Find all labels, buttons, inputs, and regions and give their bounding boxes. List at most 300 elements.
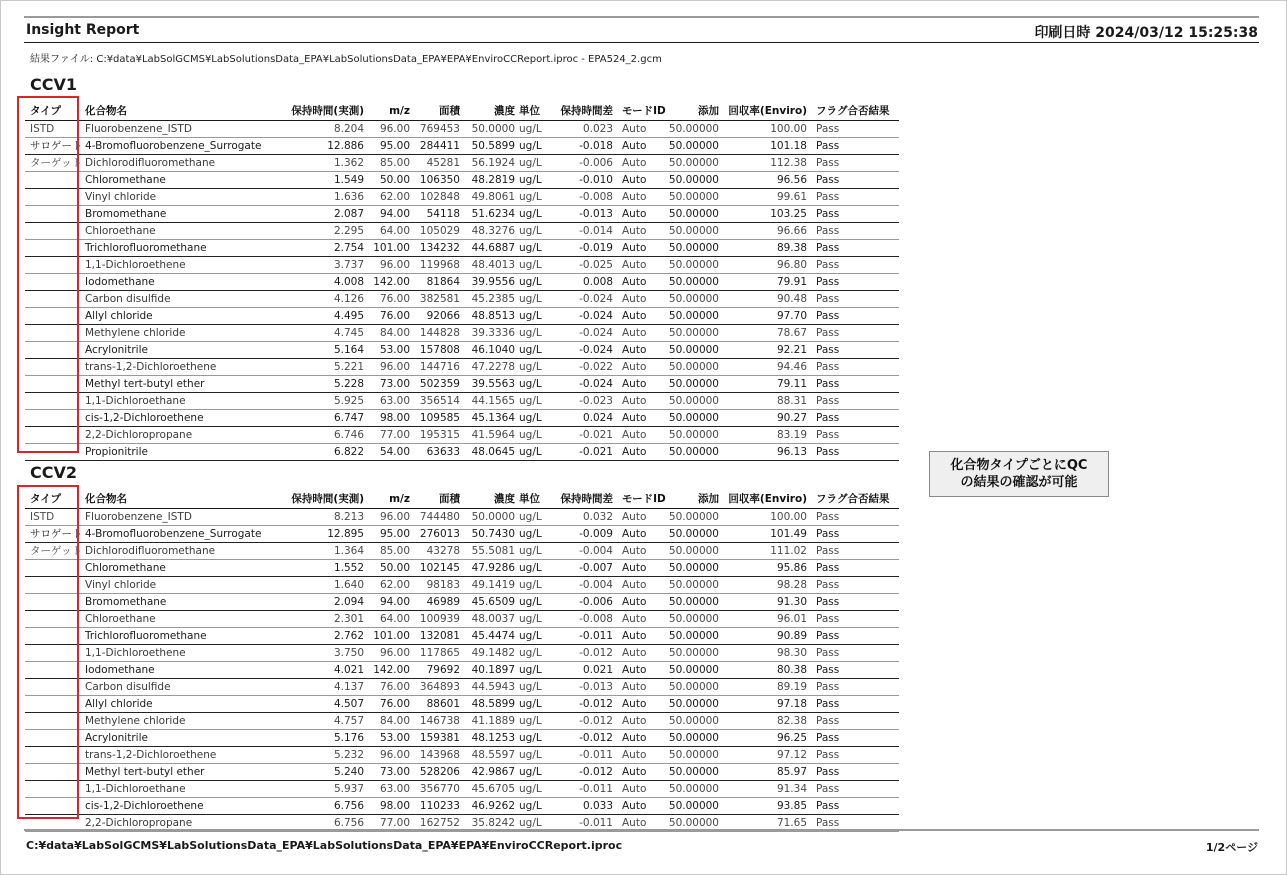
cell-flag-result: Pass bbox=[816, 613, 840, 625]
cell-recovery: 97.12 bbox=[776, 749, 807, 761]
cell-unit: ug/L bbox=[519, 123, 542, 135]
cell-added: 50.00000 bbox=[668, 378, 719, 390]
cell-flag-result: Pass bbox=[816, 664, 840, 676]
cell-retention-time: 1.552 bbox=[333, 562, 364, 574]
table-row bbox=[25, 291, 899, 308]
cell-unit: ug/L bbox=[519, 800, 542, 812]
cell-concentration: 45.1364 bbox=[471, 412, 515, 424]
cell-area: 195315 bbox=[419, 429, 460, 441]
cell-mode-id: Auto bbox=[622, 664, 647, 676]
cell-flag-result: Pass bbox=[816, 817, 840, 829]
cell-rt-diff: -0.024 bbox=[579, 344, 613, 356]
cell-flag-result: Pass bbox=[816, 749, 840, 761]
cell-added: 50.00000 bbox=[668, 545, 719, 557]
cell-area: 132081 bbox=[419, 630, 460, 642]
cell-unit: ug/L bbox=[519, 630, 542, 642]
cell-recovery: 90.27 bbox=[776, 412, 807, 424]
cell-rt-diff: -0.013 bbox=[579, 681, 613, 693]
cell-compound-name: Chloromethane bbox=[85, 562, 166, 574]
table-row bbox=[25, 223, 899, 240]
table-row bbox=[25, 138, 899, 155]
cell-rt-diff: -0.012 bbox=[579, 732, 613, 744]
cell-mode-id: Auto bbox=[622, 157, 647, 169]
cell-added: 50.00000 bbox=[668, 123, 719, 135]
cell-mode-id: Auto bbox=[622, 429, 647, 441]
cell-unit: ug/L bbox=[519, 715, 542, 727]
cell-rt-diff: -0.013 bbox=[579, 208, 613, 220]
cell-retention-time: 4.021 bbox=[333, 664, 364, 676]
cell-flag-result: Pass bbox=[816, 310, 840, 322]
cell-unit: ug/L bbox=[519, 225, 542, 237]
cell-compound-name: trans-1,2-Dichloroethene bbox=[85, 361, 217, 373]
cell-mz: 63.00 bbox=[379, 395, 410, 407]
column-header-area: 面積 bbox=[439, 493, 460, 505]
cell-recovery: 96.25 bbox=[776, 732, 807, 744]
cell-flag-result: Pass bbox=[816, 630, 840, 642]
cell-mode-id: Auto bbox=[622, 276, 647, 288]
cell-concentration: 49.8061 bbox=[471, 191, 515, 203]
cell-rt-diff: -0.006 bbox=[579, 596, 613, 608]
cell-mode-id: Auto bbox=[622, 766, 647, 778]
cell-mode-id: Auto bbox=[622, 528, 647, 540]
cell-compound-name: Carbon disulfide bbox=[85, 293, 171, 305]
cell-concentration: 47.2278 bbox=[471, 361, 515, 373]
cell-retention-time: 5.240 bbox=[333, 766, 364, 778]
table-header bbox=[25, 491, 899, 509]
cell-compound-name: 1,1-Dichloroethane bbox=[85, 395, 186, 407]
table-row bbox=[25, 274, 899, 291]
footer-file-path: C:¥data¥LabSolGCMS¥LabSolutionsData_EPA¥LabSolutionsData_EPA¥EPA¥EnviroCCReport.iproc bbox=[26, 839, 623, 852]
cell-flag-result: Pass bbox=[816, 681, 840, 693]
cell-area: 43278 bbox=[426, 545, 460, 557]
cell-concentration: 48.3276 bbox=[471, 225, 515, 237]
cell-area: 143968 bbox=[419, 749, 460, 761]
callout-note bbox=[929, 451, 1109, 497]
cell-mode-id: Auto bbox=[622, 698, 647, 710]
cell-type: サロゲート bbox=[30, 140, 83, 152]
cell-mode-id: Auto bbox=[622, 259, 647, 271]
table-row bbox=[25, 577, 899, 594]
cell-mode-id: Auto bbox=[622, 208, 647, 220]
table-row bbox=[25, 747, 899, 764]
cell-mz: 85.00 bbox=[379, 157, 410, 169]
cell-rt-diff: -0.007 bbox=[579, 562, 613, 574]
cell-concentration: 46.1040 bbox=[471, 344, 515, 356]
table-row bbox=[25, 376, 899, 393]
column-header-area: 面積 bbox=[439, 105, 460, 117]
cell-concentration: 39.9556 bbox=[471, 276, 515, 288]
cell-unit: ug/L bbox=[519, 664, 542, 676]
cell-concentration: 47.9286 bbox=[471, 562, 515, 574]
cell-recovery: 94.46 bbox=[776, 361, 807, 373]
column-header-mode-id: モードID bbox=[622, 493, 666, 505]
table-row bbox=[25, 679, 899, 696]
cell-area: 744480 bbox=[419, 511, 460, 523]
cell-compound-name: Vinyl chloride bbox=[85, 191, 157, 203]
cell-mz: 50.00 bbox=[379, 174, 410, 186]
column-header-flag-result: フラグ合否結果 bbox=[816, 105, 890, 117]
cell-flag-result: Pass bbox=[816, 242, 840, 254]
column-header-mz: m/z bbox=[389, 493, 410, 505]
cell-recovery: 96.13 bbox=[776, 446, 807, 458]
cell-rt-diff: 0.024 bbox=[582, 412, 613, 424]
cell-rt-diff: -0.010 bbox=[579, 174, 613, 186]
cell-recovery: 90.48 bbox=[776, 293, 807, 305]
cell-mz: 77.00 bbox=[379, 817, 410, 829]
cell-retention-time: 6.822 bbox=[333, 446, 364, 458]
cell-retention-time: 12.895 bbox=[327, 528, 364, 540]
cell-retention-time: 1.364 bbox=[333, 545, 364, 557]
cell-mz: 84.00 bbox=[379, 715, 410, 727]
cell-flag-result: Pass bbox=[816, 698, 840, 710]
cell-added: 50.00000 bbox=[668, 174, 719, 186]
column-header-unit: 単位 bbox=[519, 493, 540, 505]
cell-mz: 98.00 bbox=[379, 800, 410, 812]
cell-compound-name: Methyl tert-butyl ether bbox=[85, 766, 205, 778]
cell-mz: 96.00 bbox=[379, 511, 410, 523]
cell-flag-result: Pass bbox=[816, 361, 840, 373]
cell-compound-name: Chloromethane bbox=[85, 174, 166, 186]
cell-retention-time: 1.362 bbox=[333, 157, 364, 169]
cell-mz: 76.00 bbox=[379, 310, 410, 322]
cell-concentration: 48.8513 bbox=[471, 310, 515, 322]
cell-unit: ug/L bbox=[519, 783, 542, 795]
cell-area: 134232 bbox=[419, 242, 460, 254]
cell-mode-id: Auto bbox=[622, 613, 647, 625]
cell-added: 50.00000 bbox=[668, 157, 719, 169]
cell-mz: 73.00 bbox=[379, 378, 410, 390]
cell-added: 50.00000 bbox=[668, 412, 719, 424]
cell-rt-diff: -0.008 bbox=[579, 613, 613, 625]
cell-unit: ug/L bbox=[519, 698, 542, 710]
cell-unit: ug/L bbox=[519, 681, 542, 693]
cell-unit: ug/L bbox=[519, 293, 542, 305]
cell-flag-result: Pass bbox=[816, 259, 840, 271]
cell-concentration: 35.8242 bbox=[471, 817, 515, 829]
cell-retention-time: 2.301 bbox=[333, 613, 364, 625]
cell-mode-id: Auto bbox=[622, 715, 647, 727]
cell-recovery: 82.38 bbox=[776, 715, 807, 727]
table-header bbox=[25, 103, 899, 121]
cell-mode-id: Auto bbox=[622, 225, 647, 237]
cell-mode-id: Auto bbox=[622, 123, 647, 135]
cell-area: 45281 bbox=[426, 157, 460, 169]
cell-area: 119968 bbox=[419, 259, 460, 271]
cell-mode-id: Auto bbox=[622, 749, 647, 761]
cell-rt-diff: 0.033 bbox=[582, 800, 613, 812]
cell-unit: ug/L bbox=[519, 429, 542, 441]
cell-retention-time: 4.495 bbox=[333, 310, 364, 322]
cell-added: 50.00000 bbox=[668, 579, 719, 591]
cell-mode-id: Auto bbox=[622, 579, 647, 591]
column-header-recovery: 回収率(Enviro) bbox=[728, 493, 807, 505]
cell-concentration: 45.4474 bbox=[471, 630, 515, 642]
table-row bbox=[25, 359, 899, 376]
cell-compound-name: 4-Bromofluorobenzene_Surrogate bbox=[85, 140, 262, 152]
cell-flag-result: Pass bbox=[816, 545, 840, 557]
cell-recovery: 100.00 bbox=[770, 123, 807, 135]
table-row bbox=[25, 155, 899, 172]
cell-compound-name: 4-Bromofluorobenzene_Surrogate bbox=[85, 528, 262, 540]
cell-mz: 54.00 bbox=[379, 446, 410, 458]
cell-mz: 64.00 bbox=[379, 225, 410, 237]
results-table-ccv1 bbox=[25, 103, 899, 461]
cell-retention-time: 4.757 bbox=[333, 715, 364, 727]
cell-unit: ug/L bbox=[519, 766, 542, 778]
cell-mode-id: Auto bbox=[622, 446, 647, 458]
cell-recovery: 95.86 bbox=[776, 562, 807, 574]
cell-concentration: 45.6705 bbox=[471, 783, 515, 795]
cell-recovery: 92.21 bbox=[776, 344, 807, 356]
cell-added: 50.00000 bbox=[668, 140, 719, 152]
cell-flag-result: Pass bbox=[816, 378, 840, 390]
type-column-highlight-ccv2 bbox=[17, 485, 83, 819]
cell-retention-time: 5.937 bbox=[333, 783, 364, 795]
cell-rt-diff: 0.008 bbox=[582, 276, 613, 288]
cell-retention-time: 2.087 bbox=[333, 208, 364, 220]
cell-unit: ug/L bbox=[519, 732, 542, 744]
cell-retention-time: 5.228 bbox=[333, 378, 364, 390]
cell-concentration: 48.4013 bbox=[471, 259, 515, 271]
cell-compound-name: Dichlorodifluoromethane bbox=[85, 545, 216, 557]
cell-compound-name: Trichlorofluoromethane bbox=[85, 630, 207, 642]
cell-recovery: 97.70 bbox=[776, 310, 807, 322]
table-row bbox=[25, 172, 899, 189]
cell-rt-diff: -0.011 bbox=[579, 749, 613, 761]
cell-area: 356770 bbox=[419, 783, 460, 795]
cell-retention-time: 6.756 bbox=[333, 800, 364, 812]
cell-rt-diff: -0.011 bbox=[579, 630, 613, 642]
cell-mz: 53.00 bbox=[379, 344, 410, 356]
cell-area: 364893 bbox=[419, 681, 460, 693]
cell-concentration: 40.1897 bbox=[471, 664, 515, 676]
cell-added: 50.00000 bbox=[668, 562, 719, 574]
cell-type: ターゲット bbox=[30, 157, 83, 169]
cell-mode-id: Auto bbox=[622, 242, 647, 254]
table-row bbox=[25, 308, 899, 325]
cell-area: 356514 bbox=[419, 395, 460, 407]
cell-mode-id: Auto bbox=[622, 681, 647, 693]
cell-compound-name: trans-1,2-Dichloroethene bbox=[85, 749, 217, 761]
cell-compound-name: Bromomethane bbox=[85, 208, 167, 220]
cell-area: 382581 bbox=[419, 293, 460, 305]
cell-retention-time: 8.213 bbox=[333, 511, 364, 523]
cell-retention-time: 2.094 bbox=[333, 596, 364, 608]
type-column-highlight-ccv1 bbox=[17, 96, 83, 453]
cell-concentration: 41.1889 bbox=[471, 715, 515, 727]
cell-compound-name: Methylene chloride bbox=[85, 327, 186, 339]
column-header-recovery: 回収率(Enviro) bbox=[728, 105, 807, 117]
cell-flag-result: Pass bbox=[816, 174, 840, 186]
cell-rt-diff: -0.004 bbox=[579, 579, 613, 591]
cell-recovery: 98.28 bbox=[776, 579, 807, 591]
cell-retention-time: 4.126 bbox=[333, 293, 364, 305]
cell-mz: 84.00 bbox=[379, 327, 410, 339]
cell-rt-diff: -0.025 bbox=[579, 259, 613, 271]
cell-recovery: 111.02 bbox=[770, 545, 807, 557]
cell-retention-time: 2.754 bbox=[333, 242, 364, 254]
cell-mode-id: Auto bbox=[622, 817, 647, 829]
table-row bbox=[25, 342, 899, 359]
cell-compound-name: Methyl tert-butyl ether bbox=[85, 378, 205, 390]
cell-retention-time: 5.164 bbox=[333, 344, 364, 356]
cell-rt-diff: -0.004 bbox=[579, 545, 613, 557]
cell-type: ターゲット bbox=[30, 545, 83, 557]
cell-added: 50.00000 bbox=[668, 783, 719, 795]
cell-mode-id: Auto bbox=[622, 191, 647, 203]
cell-added: 50.00000 bbox=[668, 715, 719, 727]
cell-concentration: 55.5081 bbox=[471, 545, 515, 557]
cell-recovery: 90.89 bbox=[776, 630, 807, 642]
cell-flag-result: Pass bbox=[816, 191, 840, 203]
cell-mode-id: Auto bbox=[622, 630, 647, 642]
cell-type: ISTD bbox=[30, 123, 55, 135]
cell-added: 50.00000 bbox=[668, 664, 719, 676]
cell-concentration: 45.2385 bbox=[471, 293, 515, 305]
cell-unit: ug/L bbox=[519, 562, 542, 574]
cell-added: 50.00000 bbox=[668, 446, 719, 458]
cell-mode-id: Auto bbox=[622, 140, 647, 152]
table-row bbox=[25, 560, 899, 577]
cell-retention-time: 1.549 bbox=[333, 174, 364, 186]
cell-recovery: 91.34 bbox=[776, 783, 807, 795]
cell-area: 81864 bbox=[426, 276, 460, 288]
cell-concentration: 56.1924 bbox=[471, 157, 515, 169]
cell-flag-result: Pass bbox=[816, 123, 840, 135]
cell-compound-name: 1,1-Dichloroethene bbox=[85, 259, 186, 271]
cell-recovery: 96.01 bbox=[776, 613, 807, 625]
cell-flag-result: Pass bbox=[816, 140, 840, 152]
section-title-ccv1: CCV1 bbox=[30, 75, 77, 94]
cell-added: 50.00000 bbox=[668, 208, 719, 220]
cell-compound-name: Bromomethane bbox=[85, 596, 167, 608]
cell-mz: 76.00 bbox=[379, 293, 410, 305]
cell-mode-id: Auto bbox=[622, 293, 647, 305]
cell-recovery: 80.38 bbox=[776, 664, 807, 676]
table-row bbox=[25, 393, 899, 410]
cell-unit: ug/L bbox=[519, 259, 542, 271]
cell-concentration: 46.9262 bbox=[471, 800, 515, 812]
cell-recovery: 83.19 bbox=[776, 429, 807, 441]
cell-compound-name: Iodomethane bbox=[85, 276, 155, 288]
cell-added: 50.00000 bbox=[668, 395, 719, 407]
cell-added: 50.00000 bbox=[668, 344, 719, 356]
cell-added: 50.00000 bbox=[668, 766, 719, 778]
cell-added: 50.00000 bbox=[668, 613, 719, 625]
cell-retention-time: 4.507 bbox=[333, 698, 364, 710]
cell-concentration: 50.7430 bbox=[471, 528, 515, 540]
cell-recovery: 71.65 bbox=[776, 817, 807, 829]
cell-area: 98183 bbox=[426, 579, 460, 591]
header-rule bbox=[24, 42, 1259, 43]
cell-retention-time: 4.745 bbox=[333, 327, 364, 339]
cell-recovery: 103.25 bbox=[770, 208, 807, 220]
cell-flag-result: Pass bbox=[816, 579, 840, 591]
cell-rt-diff: -0.012 bbox=[579, 715, 613, 727]
cell-mode-id: Auto bbox=[622, 361, 647, 373]
cell-rt-diff: -0.012 bbox=[579, 647, 613, 659]
cell-area: 92066 bbox=[426, 310, 460, 322]
cell-compound-name: Dichlorodifluoromethane bbox=[85, 157, 216, 169]
cell-flag-result: Pass bbox=[816, 783, 840, 795]
cell-mz: 96.00 bbox=[379, 259, 410, 271]
page-number: 1/2ページ bbox=[1205, 841, 1258, 854]
cell-added: 50.00000 bbox=[668, 429, 719, 441]
cell-area: 502359 bbox=[419, 378, 460, 390]
cell-area: 79692 bbox=[426, 664, 460, 676]
cell-added: 50.00000 bbox=[668, 817, 719, 829]
cell-unit: ug/L bbox=[519, 395, 542, 407]
cell-compound-name: Allyl chloride bbox=[85, 698, 153, 710]
cell-mz: 96.00 bbox=[379, 647, 410, 659]
cell-mz: 76.00 bbox=[379, 698, 410, 710]
cell-mz: 63.00 bbox=[379, 783, 410, 795]
cell-type: ISTD bbox=[30, 511, 55, 523]
cell-rt-diff: -0.024 bbox=[579, 310, 613, 322]
cell-flag-result: Pass bbox=[816, 225, 840, 237]
cell-retention-time: 2.762 bbox=[333, 630, 364, 642]
cell-retention-time: 4.137 bbox=[333, 681, 364, 693]
cell-concentration: 44.6887 bbox=[471, 242, 515, 254]
cell-unit: ug/L bbox=[519, 327, 542, 339]
cell-retention-time: 1.640 bbox=[333, 579, 364, 591]
cell-unit: ug/L bbox=[519, 174, 542, 186]
table-row bbox=[25, 240, 899, 257]
cell-added: 50.00000 bbox=[668, 732, 719, 744]
cell-concentration: 42.9867 bbox=[471, 766, 515, 778]
cell-retention-time: 3.737 bbox=[333, 259, 364, 271]
cell-area: 769453 bbox=[419, 123, 460, 135]
cell-compound-name: Acrylonitrile bbox=[85, 732, 148, 744]
cell-area: 110233 bbox=[419, 800, 460, 812]
cell-concentration: 50.0000 bbox=[471, 123, 515, 135]
cell-mz: 96.00 bbox=[379, 123, 410, 135]
cell-compound-name: Fluorobenzene_ISTD bbox=[85, 123, 192, 135]
cell-recovery: 88.31 bbox=[776, 395, 807, 407]
cell-mz: 62.00 bbox=[379, 191, 410, 203]
cell-flag-result: Pass bbox=[816, 327, 840, 339]
cell-added: 50.00000 bbox=[668, 242, 719, 254]
cell-concentration: 51.6234 bbox=[471, 208, 515, 220]
cell-mz: 77.00 bbox=[379, 429, 410, 441]
cell-added: 50.00000 bbox=[668, 698, 719, 710]
cell-mz: 142.00 bbox=[373, 276, 410, 288]
cell-added: 50.00000 bbox=[668, 259, 719, 271]
cell-unit: ug/L bbox=[519, 191, 542, 203]
cell-area: 144828 bbox=[419, 327, 460, 339]
cell-retention-time: 6.746 bbox=[333, 429, 364, 441]
table-row bbox=[25, 206, 899, 223]
cell-mz: 95.00 bbox=[379, 140, 410, 152]
cell-recovery: 96.56 bbox=[776, 174, 807, 186]
table-row bbox=[25, 798, 899, 815]
column-header-added: 添加 bbox=[698, 493, 719, 505]
cell-mz: 85.00 bbox=[379, 545, 410, 557]
cell-rt-diff: -0.009 bbox=[579, 528, 613, 540]
cell-recovery: 89.38 bbox=[776, 242, 807, 254]
cell-compound-name: Iodomethane bbox=[85, 664, 155, 676]
cell-unit: ug/L bbox=[519, 378, 542, 390]
cell-unit: ug/L bbox=[519, 596, 542, 608]
column-header-concentration: 濃度 bbox=[494, 105, 515, 117]
cell-area: 105029 bbox=[419, 225, 460, 237]
result-file-path: 結果ファイル: C:¥data¥LabSolGCMS¥LabSolutionsData_EPA¥LabSolutionsData_EPA¥EPA¥EnviroCCReport.iproc - EPA524_2.gcm bbox=[30, 54, 662, 65]
column-header-type: タイプ bbox=[30, 105, 61, 117]
cell-added: 50.00000 bbox=[668, 327, 719, 339]
table-row bbox=[25, 662, 899, 679]
cell-flag-result: Pass bbox=[816, 766, 840, 778]
cell-recovery: 98.30 bbox=[776, 647, 807, 659]
